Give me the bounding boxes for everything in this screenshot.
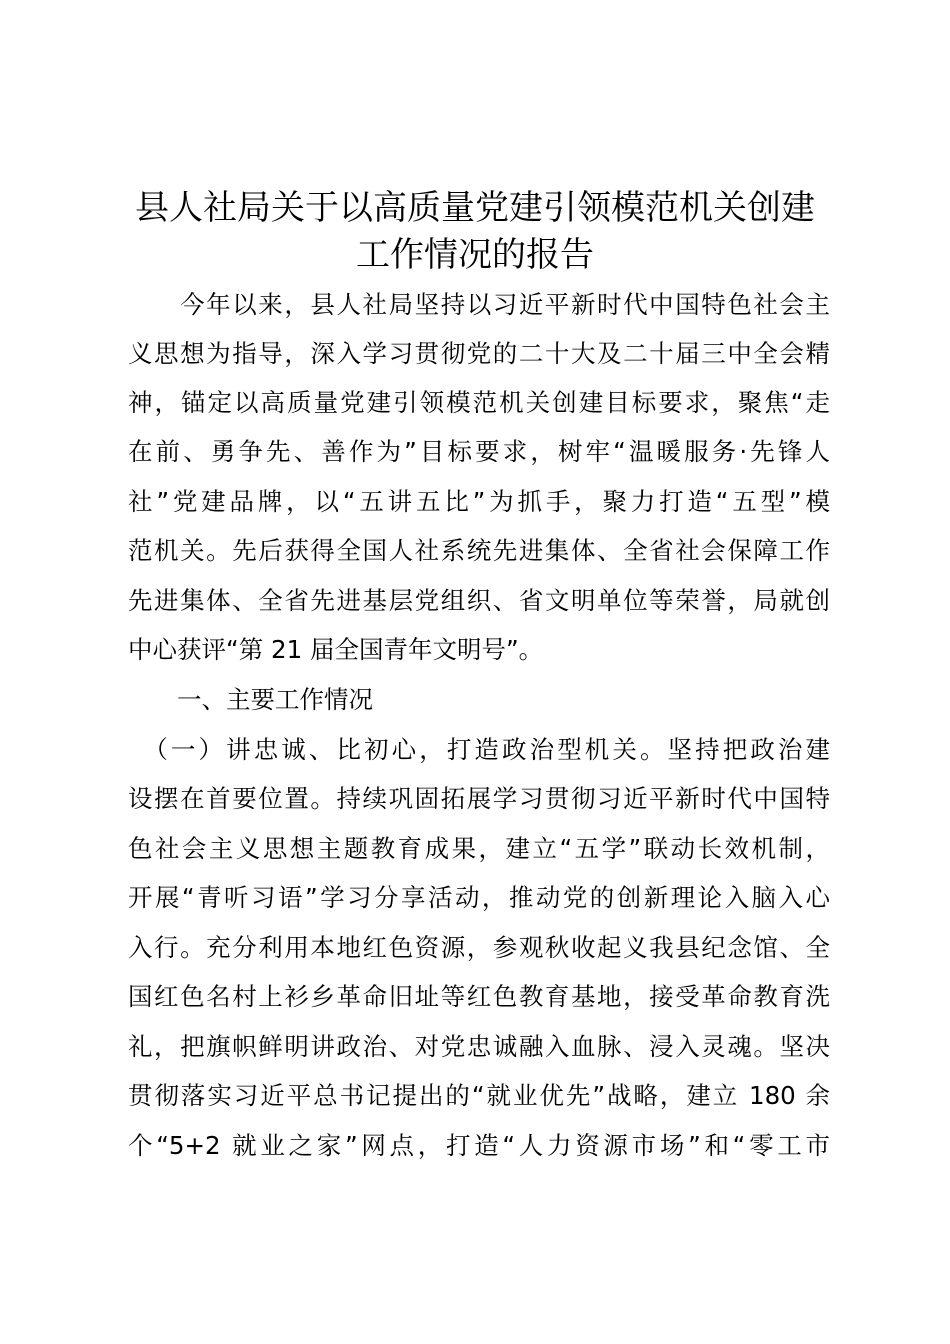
section-paragraph-line: 国红色名村上衫乡革命旧址等红色教育基地，接受革命教育洗	[128, 982, 830, 1011]
intro-paragraph-line: 今年以来，县人社局坚持以习近平新时代中国特色社会主	[128, 290, 830, 319]
intro-paragraph-line: 在前、勇争先、善作为”目标要求，树牢“温暖服务·先锋人	[128, 437, 830, 466]
section-heading: 一、主要工作情况	[128, 685, 373, 714]
section-paragraph-line: 色社会主义思想主题教育成果，建立“五学”联动长效机制，	[128, 834, 830, 863]
document-title-line-1: 县人社局关于以高质量党建引领模范机关创建	[135, 188, 815, 228]
section-paragraph-line: 礼，把旗帜鲜明讲政治、对党忠诚融入血脉、浸入灵魂。坚决	[128, 1032, 830, 1061]
section-paragraph-line: 个“5+2 就业之家”网点，打造“人力资源市场”和“零工市	[128, 1131, 830, 1160]
intro-paragraph-line: 义思想为指导，深入学习贯彻党的二十大及二十届三中全会精	[128, 339, 830, 368]
section-paragraph-line: 设摆在首要位置。持续巩固拓展学习贯彻习近平新时代中国特	[128, 784, 830, 813]
section-paragraph-line: 入行。充分利用本地红色资源，参观秋收起义我县纪念馆、全	[128, 933, 830, 962]
intro-paragraph-line: 先进集体、全省先进基层党组织、省文明单位等荣誉，局就创	[128, 586, 830, 615]
document-title-line-2: 工作情况的报告	[356, 235, 594, 275]
section-paragraph-line: 开展“青听习语”学习分享活动，推动党的创新理论入脑入心	[128, 883, 830, 912]
intro-paragraph-line: 社”党建品牌，以“五讲五比”为抓手，聚力打造“五型”模	[128, 487, 830, 516]
intro-paragraph-line: 范机关。先后获得全国人社系统先进集体、全省社会保障工作	[128, 536, 830, 565]
section-paragraph-line: 贯彻落实习近平总书记提出的“就业优先”战略，建立 180 余	[128, 1081, 830, 1110]
intro-paragraph-line: 神，锚定以高质量党建引领模范机关创建目标要求，聚焦“走	[128, 388, 830, 417]
section-paragraph-line: （一）讲忠诚、比初心，打造政治型机关。坚持把政治建	[128, 735, 830, 764]
intro-paragraph-line: 中心获评“第 21 届全国青年文明号”。	[128, 635, 544, 664]
